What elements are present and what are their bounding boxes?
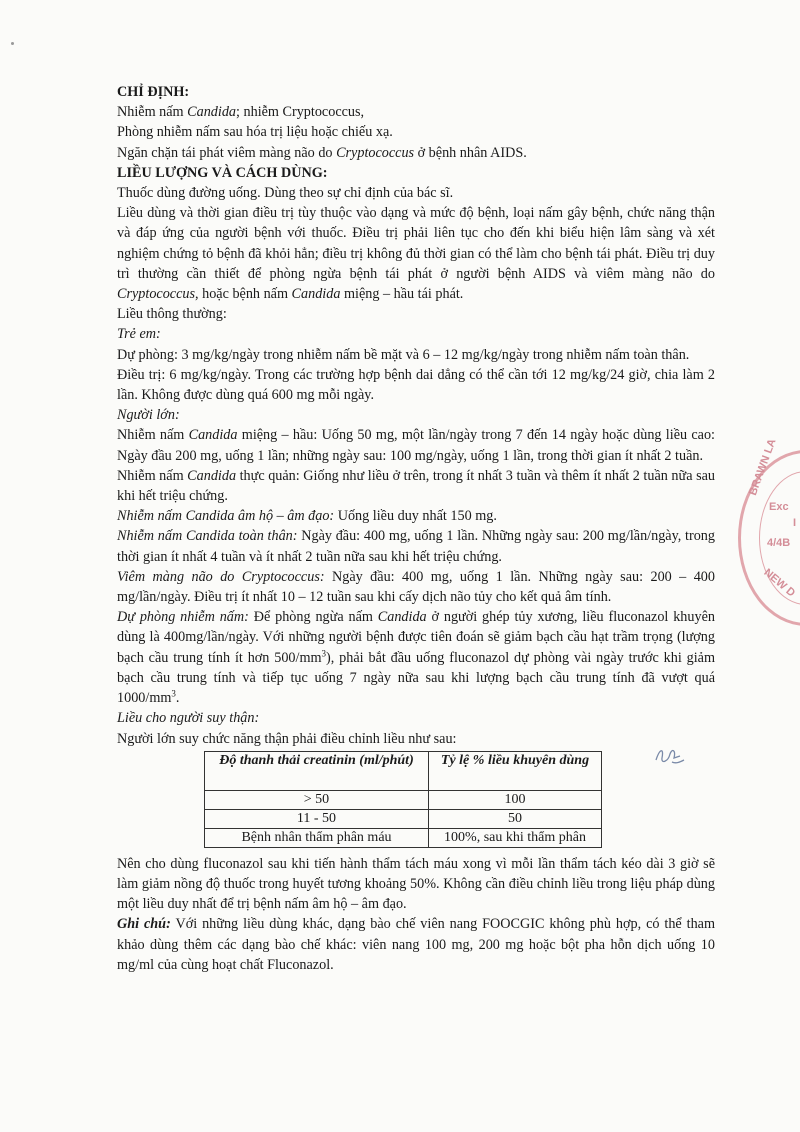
text: Liều dùng và thời gian điều trị tùy thuộc vào dạng và mức độ bệnh, loại nấm gây bệnh, chức năng thận và đáp ứng của người bệnh với thuốc. Điều trị phải liên tục cho đến khi biểu hiện lâm sàng và xét nghiệm chứng tỏ bệnh đã khỏi hẳn; điều trị không đủ thời gian có thể làm cho bệnh tái phát. Điều trị duy trì thường cần thiết để phòng ngừa bệnh tái phát ở người bệnh AIDS và viêm màng não do bbox=[117, 205, 715, 282]
initials-signature-icon bbox=[650, 740, 690, 770]
renal-intro: Người lớn suy chức năng thận phải điều chỉnh liều như sau: bbox=[117, 730, 457, 747]
clearance-cell: Bệnh nhân thẩm phân máu bbox=[205, 828, 429, 847]
dose-cell: 100%, sau khi thẩm phân bbox=[428, 828, 601, 847]
dose-cell: 50 bbox=[428, 809, 601, 828]
indication-line-1 bbox=[117, 102, 715, 122]
text: thực quản: Giống như liều ở trên, trong ít nhất 3 tuần và thêm ít nhất 2 tuần nữa sau khi hết triệu chứng. bbox=[117, 467, 715, 505]
indication-line-2: Phòng nhiễm nấm sau hóa trị liệu hoặc chiếu xạ. bbox=[117, 124, 393, 141]
col-dose-header: Tỷ lệ % liều khuyên dùng bbox=[428, 751, 601, 790]
text: miệng – hầu: Uống 50 mg, một lần/ngày trong 7 đến 14 ngày hoặc dùng liều cao: Ngày đầu 200 mg, uống 1 lần; những ngày sau: 100 mg/ngày, uống 1 lần, trong thời gian ít nhất 2 tuần. bbox=[117, 427, 715, 464]
children-p2: Điều trị: 6 mg/kg/ngày. Trong các trường hợp bệnh dai dẳng có thể cần tới 12 mg/kg/24 giờ, chia làm 2 lần. Không được dùng quá 600 mg mỗi ngày. bbox=[117, 366, 715, 404]
text-italic: Nhiễm nấm Candida âm hộ – âm đạo: bbox=[117, 508, 335, 525]
note-label: Ghi chú: bbox=[117, 916, 171, 933]
indication-line-3 bbox=[117, 143, 715, 163]
stamp-text: NEW D bbox=[761, 566, 798, 600]
children-subheading: Trẻ em: bbox=[117, 326, 161, 343]
note-text: Với những liều dùng khác, dạng bào chế viên nang FOOCGIC không phù hợp, có thể tham khảo dùng thêm các dạng bào chế khác: viên nang 100 mg, 200 mg hoặc bột pha hỗn dịch uống 10 mg/ml của cùng hoạt chất Fluconazol. bbox=[117, 916, 715, 973]
text: miệng – hầu tái phát. bbox=[340, 286, 464, 303]
adults-p4 bbox=[117, 526, 715, 566]
text-italic: Viêm màng não do Cryptococcus: bbox=[117, 568, 325, 585]
company-stamp bbox=[738, 437, 800, 626]
adults-p6 bbox=[117, 607, 715, 708]
adults-p5 bbox=[117, 567, 715, 607]
clearance-cell: 11 - 50 bbox=[205, 809, 429, 828]
text: Ngày đầu: 400 mg, uống 1 lần. Những ngày sau: 200 – 400 mg/lần/ngày. Điều trị ít nhất 10 – 12 tuần sau khi cấy dịch não tủy cho kết quả âm tính. bbox=[117, 568, 715, 606]
note-paragraph bbox=[117, 914, 715, 975]
dosage-p2 bbox=[117, 203, 715, 304]
superscript: 3 bbox=[321, 647, 327, 658]
table-row bbox=[205, 790, 602, 809]
text: Nhiễm nấm bbox=[117, 104, 188, 121]
text: ở người ghép tủy xương, liều fluconazol khuyên dùng là 400mg/lần/ngày. Với những người bệnh được tiên đoán sẽ giảm bạch cầu hạt trầm trọng (lượng bạch cầu trung tính ít hơn 500/mm bbox=[117, 609, 715, 666]
indication-heading: CHỈ ĐỊNH: bbox=[117, 84, 190, 100]
stamp-text: Exc bbox=[769, 501, 789, 513]
text-italic: Dự phòng nhiễm nấm: bbox=[117, 609, 249, 626]
text-italic: Candida bbox=[291, 286, 341, 303]
superscript: 3 bbox=[171, 688, 176, 699]
stamp-text: 4/4B bbox=[767, 537, 791, 549]
text: Ngăn chặn tái phát viêm màng não do bbox=[117, 144, 337, 161]
text-italic: Cryptococcus bbox=[117, 286, 196, 303]
text: ; nhiễm Cryptococcus, bbox=[236, 104, 365, 121]
text-italic: Nhiễm nấm Candida toàn thân: bbox=[117, 528, 298, 545]
table-row bbox=[205, 809, 602, 828]
renal-dose-table bbox=[204, 751, 602, 848]
text-italic: Candida bbox=[187, 104, 237, 121]
stamp-text: BRAWN LA bbox=[747, 437, 779, 498]
text: ), phải bắt đầu uống fluconazol dự phòng vài ngày trước khi giảm bạch cầu trung tính và tiếp tục uống 7 ngày nữa sau khi lượng bạch cầu trung tính đã vượt quá 1000/mm bbox=[117, 649, 715, 707]
scan-speck bbox=[11, 42, 14, 45]
text: Nhiễm nấm bbox=[117, 427, 189, 444]
table-header-row bbox=[205, 751, 602, 790]
text: ở bệnh nhân AIDS. bbox=[414, 144, 527, 161]
text: , hoặc bệnh nấm bbox=[195, 286, 292, 303]
clearance-cell: > 50 bbox=[205, 790, 429, 809]
table-row bbox=[205, 828, 602, 847]
dose-cell: 100 bbox=[428, 790, 601, 809]
usual-dose-label: Liều thông thường: bbox=[117, 306, 227, 323]
stamp-text: I bbox=[793, 517, 797, 529]
dosage-heading: LIỀU LƯỢNG VÀ CÁCH DÙNG: bbox=[117, 164, 328, 181]
text: . bbox=[175, 690, 180, 707]
document-page bbox=[117, 82, 715, 975]
children-p1: Dự phòng: 3 mg/kg/ngày trong nhiễm nấm bề mặt và 6 – 12 mg/kg/ngày trong nhiễm nấm toàn thân. bbox=[117, 346, 690, 363]
dosage-p1: Thuốc dùng đường uống. Dùng theo sự chỉ định của bác sĩ. bbox=[117, 185, 454, 202]
col-clearance-header: Độ thanh thải creatinin (ml/phút) bbox=[205, 751, 429, 790]
adults-p1 bbox=[117, 425, 715, 465]
adults-p2 bbox=[117, 466, 715, 506]
text-italic: Candida bbox=[188, 427, 238, 444]
after-table-paragraph: Nên cho dùng fluconazol sau khi tiến hành thẩm tách máu xong vì mỗi lần thẩm tách kéo dài 3 giờ sẽ làm giảm nồng độ thuốc trong huyết tương khoảng 50%. Không cần điều chỉnh liều trong liệu pháp dùng một liều duy nhất để trị bệnh nấm âm hộ – âm đạo. bbox=[117, 855, 715, 913]
adults-subheading: Người lớn: bbox=[117, 407, 180, 424]
text: Để phòng ngừa nấm bbox=[248, 609, 378, 626]
text: Uống liều duy nhất 150 mg. bbox=[334, 508, 497, 525]
text-italic: Cryptococcus bbox=[336, 144, 415, 161]
text-italic: Candida bbox=[377, 609, 427, 626]
renal-subheading: Liều cho người suy thận: bbox=[117, 710, 260, 727]
adults-p3 bbox=[117, 506, 715, 526]
text-italic: Candida bbox=[187, 467, 237, 484]
text: Nhiễm nấm bbox=[117, 467, 188, 484]
text: Ngày đầu: 400 mg, uống 1 lần. Những ngày sau: 200 mg/lần/ngày, trong thời gian ít nhất 4 tuần và ít nhất 2 tuần nữa sau khi hết triệu chứng. bbox=[117, 528, 715, 565]
